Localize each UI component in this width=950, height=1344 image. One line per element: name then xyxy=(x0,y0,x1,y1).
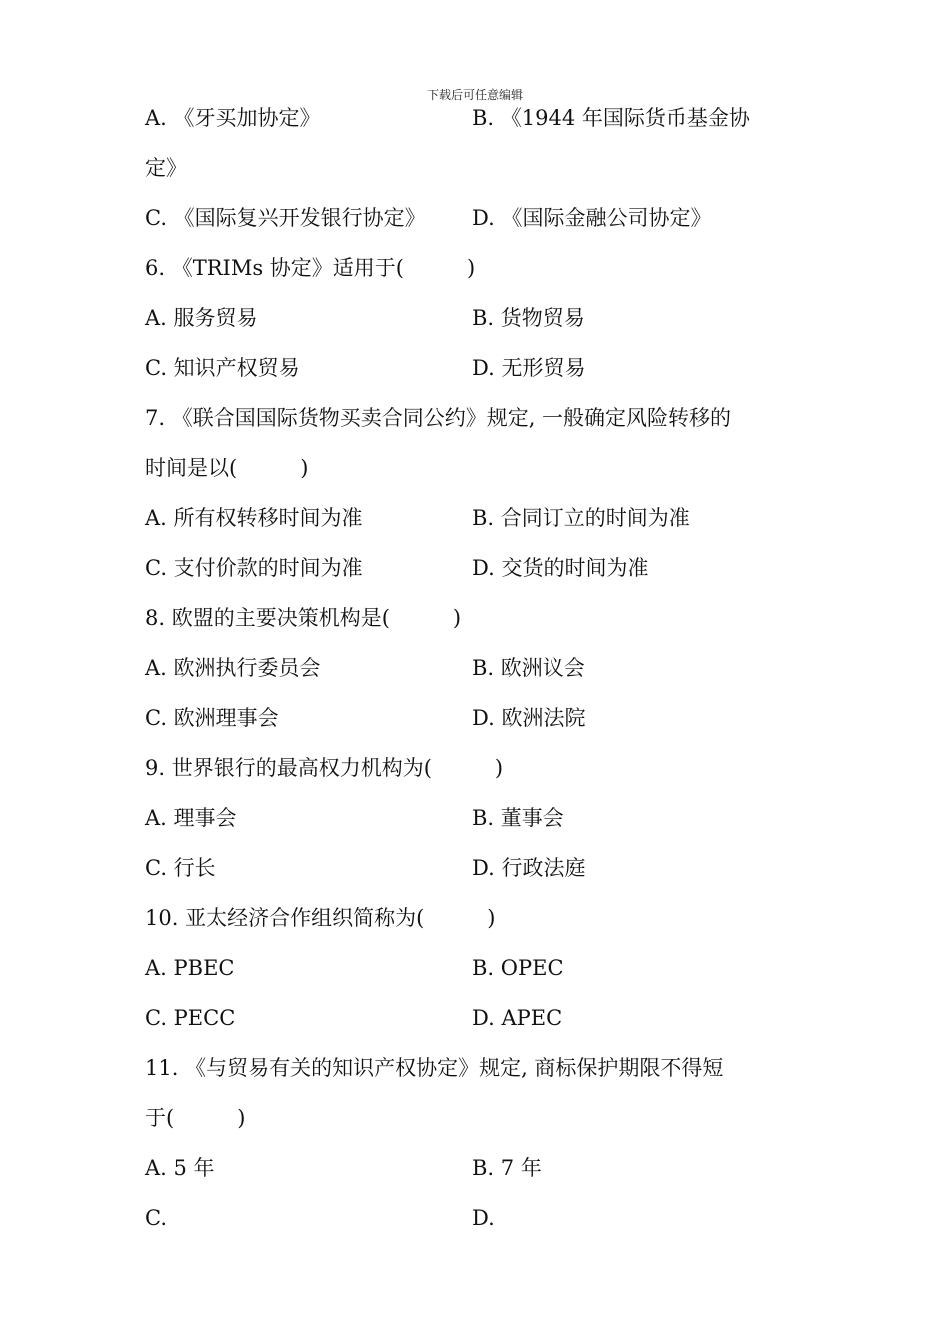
q9-option-a: A. 理事会 xyxy=(145,806,237,830)
q7-option-b: B. 合同订立的时间为准 xyxy=(472,506,690,530)
q9-option-c: C. 行长 xyxy=(145,856,216,880)
q10-option-d: D. APEC xyxy=(472,1006,563,1030)
q5-option-b-continued: 定》 xyxy=(145,156,187,180)
q6-option-d: D. 无形贸易 xyxy=(472,356,586,380)
q8-option-d: D. 欧洲法院 xyxy=(472,706,586,730)
q10-option-b: B. OPEC xyxy=(472,956,564,980)
q5-option-c: C. 《国际复兴开发银行协定》 xyxy=(145,206,426,230)
q11-option-a: A. 5 年 xyxy=(145,1156,215,1180)
q8-option-c: C. 欧洲理事会 xyxy=(145,706,279,730)
q5-option-d: D. 《国际金融公司协定》 xyxy=(472,206,712,230)
q7-option-d: D. 交货的时间为准 xyxy=(472,556,649,580)
q6-option-b: B. 货物贸易 xyxy=(472,306,585,330)
q7-option-a: A. 所有权转移时间为准 xyxy=(145,506,363,530)
q6-option-a: A. 服务贸易 xyxy=(145,306,258,330)
q7-option-c: C. 支付价款的时间为准 xyxy=(145,556,363,580)
q11-option-c: C. xyxy=(145,1206,167,1230)
q11-option-d: D. xyxy=(472,1206,495,1230)
q10-option-a: A. PBEC xyxy=(145,956,235,980)
q8-option-b: B. 欧洲议会 xyxy=(472,656,585,680)
page-header: 下载后可任意编辑 xyxy=(426,88,523,102)
q5-option-a: A. 《牙买加协定》 xyxy=(145,106,321,130)
q8-option-a: A. 欧洲执行委员会 xyxy=(145,656,321,680)
q11-stem-line2: 于( ) xyxy=(145,1106,246,1130)
q6-option-c: C. 知识产权贸易 xyxy=(145,356,300,380)
q11-option-b: B. 7 年 xyxy=(472,1156,542,1180)
q7-stem-line1: 7. 《联合国国际货物买卖合同公约》规定, 一般确定风险转移的 xyxy=(145,406,732,430)
q11-stem-line1: 11. 《与贸易有关的知识产权协定》规定, 商标保护期限不得短 xyxy=(145,1056,724,1080)
q5-option-b: B. 《1944 年国际货币基金协 xyxy=(472,106,750,130)
q7-stem-line2: 时间是以( ) xyxy=(145,456,309,480)
q10-option-c: C. PECC xyxy=(145,1006,236,1030)
q10-stem: 10. 亚太经济合作组织简称为( ) xyxy=(145,906,496,930)
q9-option-b: B. 董事会 xyxy=(472,806,564,830)
q9-option-d: D. 行政法庭 xyxy=(472,856,586,880)
q8-stem: 8. 欧盟的主要决策机构是( ) xyxy=(145,606,462,630)
q6-stem: 6. 《TRIMs 协定》适用于( ) xyxy=(145,256,476,280)
q9-stem: 9. 世界银行的最高权力机构为( ) xyxy=(145,756,504,780)
